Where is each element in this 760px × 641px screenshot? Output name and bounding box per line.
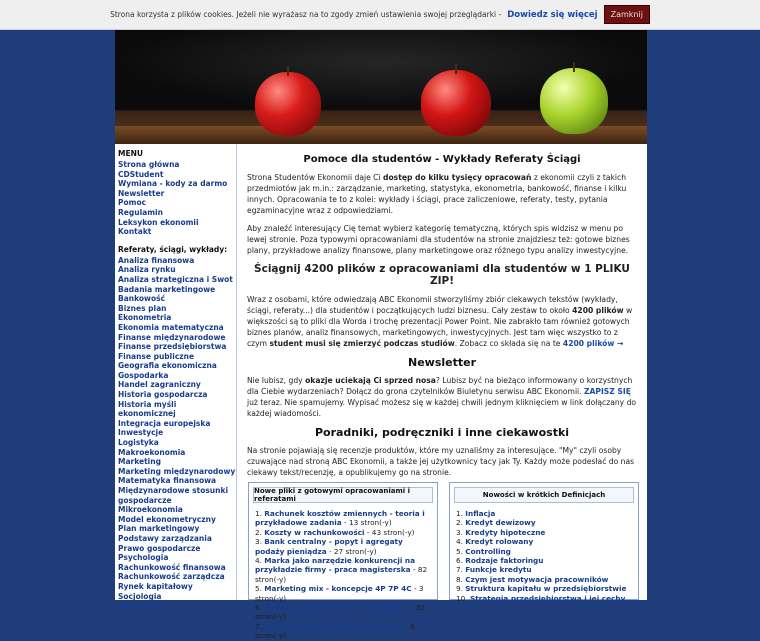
- new-file-item: [255, 528, 431, 537]
- categories-paragraph: Aby znaleźć interesujący Cię temat wybierz kategorię tematyczną, których spis widzisz w menu po lewej stronie. Poza typowymi opracowaniami dla studentów na stronie znajdziesz też: gotowe biznes plany, przykładowe analizy finansowe, plany marketingowe oraz różnego typu analizy inwestycyjne.: [247, 224, 630, 255]
- item-number: 2.: [255, 527, 262, 537]
- definition-link[interactable]: Czym jest motywacja pracowników: [465, 574, 609, 584]
- new-files-list: [255, 509, 431, 641]
- new-file-link[interactable]: Rachunek kosztów zmiennych - teoria i przykładowe zadania: [255, 509, 425, 528]
- sidebar-category-item[interactable]: Integracja europejska: [118, 418, 211, 428]
- sidebar-menu: [115, 144, 237, 611]
- page-count: - 43 stron(-y): [364, 527, 415, 537]
- header-banner: [115, 30, 647, 144]
- sidebar-category-item[interactable]: Historia gospodarcza: [118, 390, 208, 400]
- definition-item: [456, 509, 632, 518]
- definition-link[interactable]: Inflacja: [465, 509, 496, 518]
- new-file-item: [255, 537, 431, 556]
- sidebar-category-item[interactable]: Prawo gospodarcze: [118, 543, 201, 553]
- page-title: Pomoce dla studentów - Wykłady Referaty Ściągi: [303, 154, 581, 165]
- sidebar-category-item[interactable]: Statystyka: [118, 601, 164, 611]
- definitions-title: Nowości w krótkich Definicjach: [454, 487, 634, 503]
- sidebar-category-item[interactable]: Geografia ekonomiczna: [118, 361, 217, 371]
- sidebar-category-item[interactable]: Marketing międzynarodowy: [118, 466, 236, 476]
- definition-link[interactable]: Funkcje kredytu: [465, 565, 532, 575]
- definition-link[interactable]: Controlling: [465, 546, 511, 556]
- sidebar-category-item[interactable]: Ekonomia matematyczna: [118, 322, 224, 332]
- sidebar-category-item[interactable]: Handel zagraniczny: [118, 380, 201, 390]
- definition-item: [456, 556, 632, 565]
- new-file-item: [255, 584, 431, 603]
- definitions-box: [449, 482, 639, 603]
- cookie-more-link[interactable]: Dowiedz się więcej: [507, 9, 598, 20]
- sidebar-category-item[interactable]: Logistyka: [118, 438, 159, 448]
- new-file-link[interactable]: Koszty w rachunkowości: [264, 527, 365, 537]
- definition-link[interactable]: Kredyt rolowany: [465, 537, 534, 547]
- definition-link[interactable]: Struktura kapitału w przedsiębiorstwie: [465, 584, 627, 594]
- item-number: 2.: [456, 518, 463, 528]
- categories-title: Referaty, ściągi, wykłady:: [118, 244, 228, 254]
- definition-item: [456, 537, 632, 546]
- sidebar-menu-item[interactable]: CDStudent: [118, 169, 164, 179]
- item-number: 10.: [456, 593, 468, 603]
- sidebar-menu-item[interactable]: Pomoc: [118, 198, 147, 208]
- sidebar-category-item[interactable]: Analiza rynku: [118, 265, 176, 275]
- sidebar-category-item[interactable]: Inwestycje: [118, 428, 164, 438]
- new-file-link[interactable]: Promocja jako element marketingu: [264, 603, 409, 613]
- intro-paragraph: Strona Studentów Ekonomii daje Ci dostęp do kilku tysięcy opracowań z ekonomii czyli z takich przedmiotów jak m.in.: zarządzanie, marketing, statystyka, ekonometria, bankowość, finanse i kilku innych. Opracowania te to z kolei: wykłady i ściągi, prace zaliczeniowe, referaty, testy, pytania egzaminacyjne wraz z odpowiedziami.: [247, 173, 627, 215]
- cookie-text: Strona korzysta z plików cookies. Jeżeli nie wyrażasz na to zgody zmień ustawienia swojej przeglądarki -: [110, 10, 502, 19]
- cookie-bar: [0, 0, 760, 30]
- sidebar-category-item[interactable]: Bankowość: [118, 294, 166, 304]
- new-file-item: [255, 622, 431, 641]
- item-number: 4.: [255, 556, 262, 566]
- new-files-title: Nowe pliki z gotowymi opracowaniami i referatami: [253, 487, 433, 503]
- item-number: 7.: [255, 621, 262, 631]
- sidebar-category-item[interactable]: Rachunkowość finansowa: [118, 562, 226, 572]
- item-number: 6.: [456, 556, 463, 566]
- definitions-list: [456, 509, 632, 603]
- green-apple-image: [540, 68, 608, 134]
- sidebar-category-item[interactable]: Socjologia: [118, 591, 162, 601]
- sidebar-menu-item[interactable]: Leksykon ekonomii: [118, 217, 199, 227]
- menu-list: [118, 160, 236, 237]
- definition-item: [456, 528, 632, 537]
- new-file-link[interactable]: Nowe produkty bankowe - referat: [264, 621, 404, 631]
- page-count: - 30 stron(-y): [255, 603, 425, 622]
- sidebar-category-item[interactable]: Finanse międzynarodowe: [118, 332, 226, 342]
- sidebar-category-item[interactable]: Makroekonomia: [118, 447, 186, 457]
- page-count: - 6 stron(-y): [255, 621, 415, 641]
- cookie-close-button[interactable]: Zamknij: [604, 5, 650, 24]
- definition-item: [456, 547, 632, 556]
- item-number: 5.: [255, 584, 262, 594]
- sidebar-category-item[interactable]: Rynek kapitałowy: [118, 581, 193, 591]
- sidebar-menu-item[interactable]: Newsletter: [118, 188, 165, 198]
- sidebar-category-item[interactable]: Analiza finansowa: [118, 255, 195, 265]
- zip-heading: Ściągnij 4200 plików z opracowaniami dla studentów w 1 PLIKU ZIP!: [254, 263, 630, 287]
- sidebar-menu-item[interactable]: Kontakt: [118, 227, 152, 237]
- new-file-item: [255, 509, 431, 528]
- definition-link[interactable]: Strategia przedsiębiorstwa i jej cechy: [469, 593, 626, 603]
- definition-item: [456, 565, 632, 574]
- sidebar-category-item[interactable]: Finanse publiczne: [118, 351, 195, 361]
- red-apple-left-image: [255, 72, 321, 136]
- item-number: 7.: [456, 565, 463, 575]
- item-number: 5.: [456, 546, 463, 556]
- item-number: 1.: [456, 509, 463, 518]
- menu-title: MENU: [118, 149, 143, 158]
- page-count: - 13 stron(-y): [341, 518, 392, 528]
- sidebar-category-item[interactable]: Badania marketingowe: [118, 284, 216, 294]
- new-file-link[interactable]: Bank centralny - popyt i agregaty podaży pieniądza: [255, 537, 403, 556]
- page-container: [115, 144, 647, 641]
- definition-link[interactable]: Rodzaje faktoringu: [465, 556, 544, 566]
- sidebar-category-item[interactable]: Model ekonometryczny: [118, 514, 216, 524]
- definition-link[interactable]: Kredyty hipoteczne: [465, 527, 546, 537]
- definition-item: [456, 575, 632, 584]
- apple-stem-decoration: [573, 62, 575, 72]
- sidebar-category-item[interactable]: Historia myśli ekonomicznej: [118, 399, 177, 419]
- sidebar-menu-item[interactable]: Wymiana - kody za darmo: [118, 179, 228, 189]
- new-files-box: [248, 482, 438, 641]
- definition-item: [456, 518, 632, 527]
- categories-list: [118, 256, 236, 611]
- item-number: 3.: [456, 527, 463, 537]
- newsletter-heading: Newsletter: [407, 356, 476, 369]
- page-count: - 27 stron(-y): [326, 546, 377, 556]
- red-apple-middle-image: [421, 70, 491, 136]
- sidebar-category-item[interactable]: Rachunkowość zarządcza: [118, 572, 225, 582]
- page-count: - 3 stron(-y): [255, 584, 424, 603]
- sidebar-menu-item[interactable]: Regulamin: [118, 207, 163, 217]
- zip-paragraph: Wraz z osobami, które odwiedzają ABC Ekonomii stworzyliśmy zbiór ciekawych tekstów (wykłady, ściągi, referaty...) dla studentów i początkujących ludzi biznesu. Cały zestaw to około 4200 plików w większości są to pliki dla Worda i trochę prezentacji Power Point. Nie zabrakło tam również gotowych biznes planów, analiz finansowych, marketingowych, inwestycyjnych. Jest tam więc wszystko to z czym student musi się zmierzyć podczas studiów. Zobacz co składa się na te 4200 plików →: [247, 295, 633, 348]
- newsletter-subscribe-link[interactable]: ZAPISZ SIĘ: [584, 387, 631, 396]
- sidebar-category-item[interactable]: Biznes plan: [118, 303, 167, 313]
- sidebar-category-item[interactable]: Plan marketingowy: [118, 524, 200, 534]
- sidebar-category-item[interactable]: Gospodarka: [118, 370, 169, 380]
- sidebar-menu-item[interactable]: Strona główna: [118, 160, 180, 169]
- item-number: 8.: [456, 574, 463, 584]
- definition-item: [456, 584, 632, 593]
- sidebar-category-item[interactable]: Podstawy zarządzania: [118, 533, 212, 543]
- sidebar-category-item[interactable]: Ekonometria: [118, 313, 172, 323]
- item-number: 9.: [456, 584, 463, 594]
- new-file-link[interactable]: Marka jako narzędzie konkurencji na przykładzie firmy - praca magisterska: [255, 556, 416, 575]
- sidebar-category-item[interactable]: Psychologia: [118, 553, 169, 563]
- new-file-item: [255, 603, 431, 622]
- sidebar-category-item[interactable]: Analiza strategiczna i Swot: [118, 274, 233, 284]
- definition-item: [456, 594, 632, 603]
- sidebar-category-item[interactable]: Matematyka finansowa: [118, 476, 217, 486]
- guides-heading: Poradniki, podręczniki i inne ciekawostki: [314, 426, 570, 439]
- newsletter-paragraph: Nie lubisz, gdy okazje uciekają Ci sprzed nosa? Lubisz być na bieżąco informowany o korzystnych dla Ciebie wydarzeniach? Dołącz do grona czytelników Biuletynu serwisu ABC Ekonomii. ZAPISZ SIĘ już teraz. Nie spamujemy. Wypisać możesz się w każdej chwili jednym kliknięciem w link dołączany do każdej wiadomości.: [247, 376, 637, 418]
- sidebar-category-item[interactable]: Międzynarodowe stosunki gospodarcze: [118, 486, 229, 505]
- guides-paragraph: Na stronie pojawiają się recenzje produktów, które my uznaliśmy za interesujące. "My" czyli osoby czuwające nad stroną ABC Ekonomii, a także jej użytkownicy tacy jak Ty. Każdy może podesłać do nas ciekawy tekst/recenzję, a opublikujemy go na stronie.: [247, 446, 635, 477]
- sidebar-category-item[interactable]: Mikroekonomia: [118, 505, 183, 515]
- new-file-link[interactable]: Marketing mix - koncepcje 4P 7P 4C: [264, 584, 412, 594]
- item-number: 4.: [456, 537, 463, 547]
- new-file-item: [255, 556, 431, 584]
- sidebar-category-item[interactable]: Marketing: [118, 457, 161, 467]
- sidebar-category-item[interactable]: Finanse przedsiębiorstwa: [118, 342, 227, 352]
- apple-stem-decoration: [455, 64, 457, 74]
- page-count: - 82 stron(-y): [255, 565, 428, 584]
- zip-files-link[interactable]: 4200 plików →: [562, 339, 624, 348]
- item-number: 3.: [255, 537, 262, 547]
- item-number: 6.: [255, 603, 262, 613]
- item-number: 1.: [255, 509, 262, 518]
- apple-stem-decoration: [287, 66, 289, 76]
- definition-link[interactable]: Kredyt dewizowy: [465, 518, 536, 528]
